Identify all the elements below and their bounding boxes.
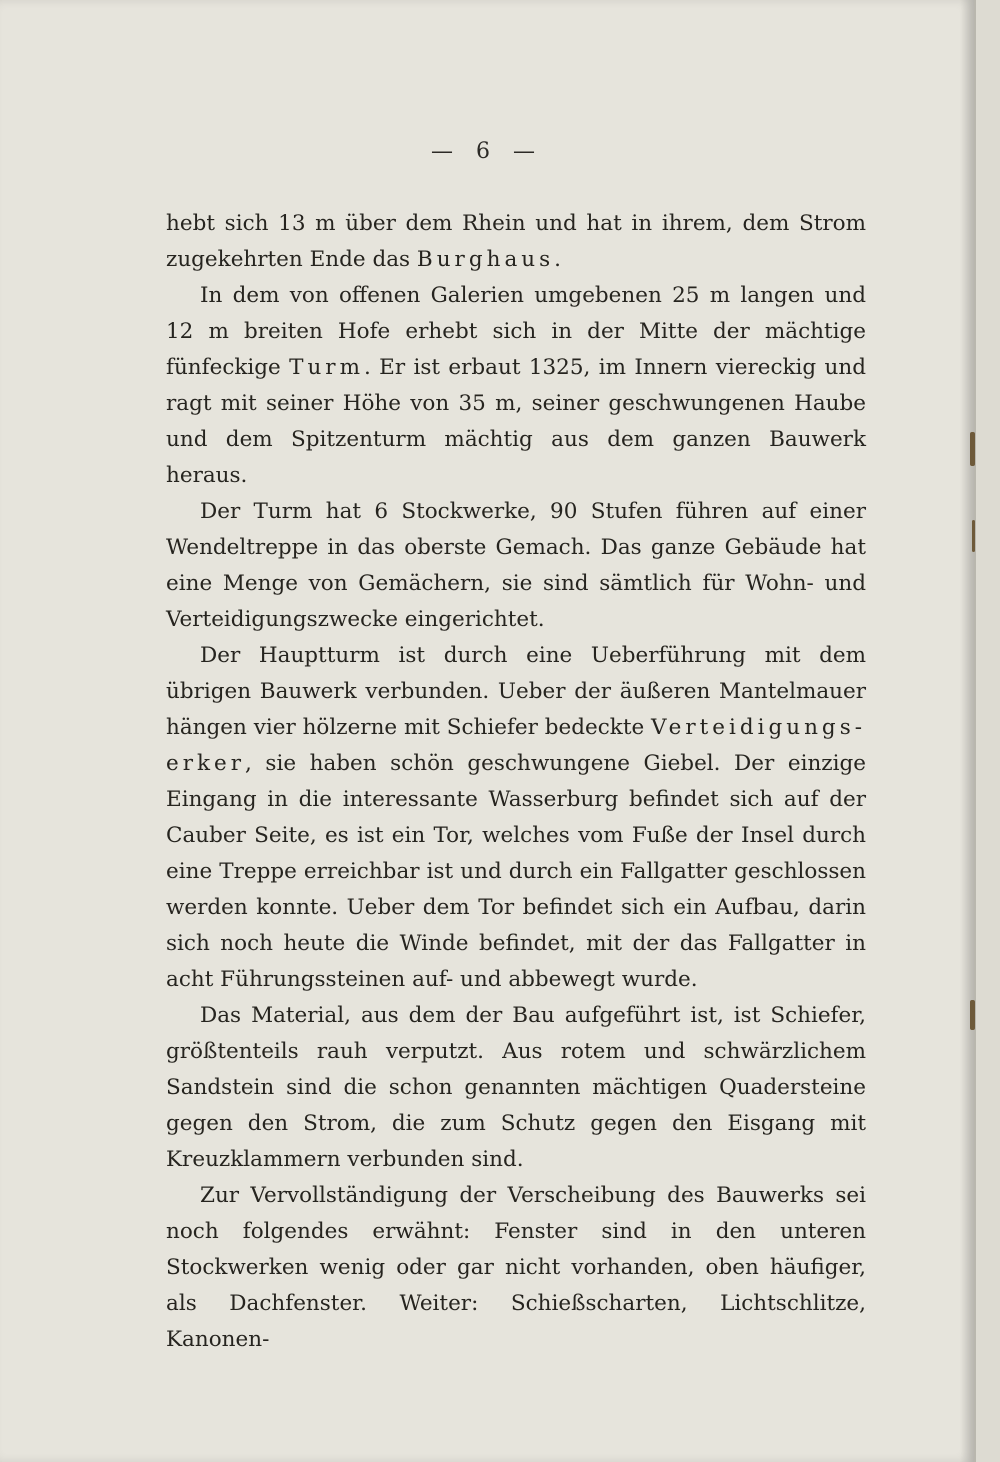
paragraph-text: In dem von offenen Galerien umgebenen 25 m langen und 12 m breiten Hofe erhebt sich in der Mitte der mächtige fünfeckige — [166, 283, 866, 380]
paragraph-text: Zur Vervollständigung der Verscheibung des Bauwerks sei noch folgendes erwähnt: Fenster sind in den unteren Stockwerken wenig oder gar nicht vorhanden, oben häufiger, als Dachfenster. Weiter: Schießscharten, Lichtschlitze, Kanonen- — [166, 1183, 866, 1352]
paragraph — [166, 206, 866, 278]
paragraph-text: . — [554, 247, 561, 272]
page-mark — [972, 520, 975, 552]
paragraph-text: , sie haben schön geschwungene Giebel. Der einzige Eingang in die interessante Wasserburg befindet sich auf der Cauber Seite, es ist ein Tor, welches vom Fuße der Insel durch eine Treppe erreichbar ist und durch ein Fallgatter geschlossen werden konnte. Ueber dem Tor befindet sich ein Aufbau, darin sich noch heute die Winde befindet, mit der das Fallgatter in acht Führungssteinen auf- und abbewegt wurde. — [166, 751, 866, 992]
page-mark — [970, 432, 975, 466]
adjacent-page-edge — [974, 0, 1000, 1462]
spaced-emphasis-text: Verteidigungs-erker — [166, 715, 866, 776]
page-number: — 6 — — [431, 139, 543, 164]
spaced-emphasis-text: Turm — [289, 355, 364, 380]
page-mark — [970, 1000, 975, 1030]
paragraph-text: Der Turm hat 6 Stockwerke, 90 Stufen führen auf einer Wendeltreppe in das oberste Gemach. Das ganze Gebäude hat eine Menge von Gemächern, sie sind sämtlich für Wohn- und Verteidigungszwecke eingerichtet. — [166, 499, 866, 632]
paragraph — [166, 278, 866, 494]
spaced-emphasis-text: Burghaus — [416, 247, 555, 272]
paragraph-text: Das Material, aus dem der Bau aufgeführt ist, ist Schiefer, größtenteils rauh verputzt. Aus rotem und schwärzlichem Sandstein sind die schon genannten mächtigen Quadersteine gegen den Strom, die zum Schutz gegen den Eisgang mit Kreuzklammern verbunden sind. — [166, 1003, 866, 1172]
paragraph-text: Der Hauptturm ist durch eine Ueberführung mit dem übrigen Bauwerk verbunden. Ueber der äußeren Mantelmauer hängen vier hölzerne mit Schiefer bedeckte — [166, 643, 866, 740]
spine-shadow — [960, 0, 974, 1462]
paragraph — [166, 494, 866, 638]
paragraph-text: hebt sich 13 m über dem Rhein und hat in ihrem, dem Strom zugekehrten Ende das — [166, 211, 866, 272]
paragraph-text: . Er ist erbaut 1325, im Innern viereckig und ragt mit seiner Höhe von 35 m, seiner geschwungenen Haube und dem Spitzenturm mächtig aus dem ganzen Bauwerk heraus. — [166, 355, 866, 488]
body-text — [166, 206, 866, 1358]
paragraph — [166, 998, 866, 1178]
paragraph — [166, 638, 866, 998]
paragraph — [166, 1178, 866, 1358]
